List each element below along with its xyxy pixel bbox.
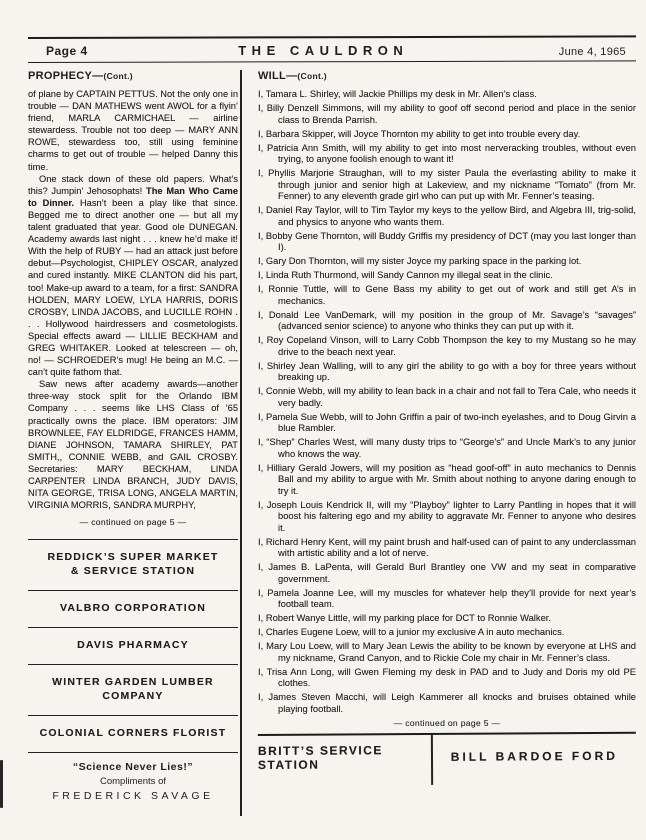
advertisement-frederick-savage (28, 752, 238, 812)
prophecy-heading (28, 70, 238, 82)
will-item: I, Pamela Sue Webb, will to John Griffin a pair of two-inch eyelashes, and to Doug Girvin a blue Rambler. (258, 410, 636, 433)
advertisement-britts-service-station: BRITT’S SERVICE STATION (257, 743, 383, 772)
ad-line: DAVIS PHARMACY (77, 639, 189, 652)
prophecy-heading-cont: (Cont.) (103, 71, 133, 81)
ad-line: VALBRO CORPORATION (59, 602, 207, 615)
will-item: I, Hilliary Gerald Jowers, will my position as “head goof-off” in auto mechanics to Dennis Ball and my ability to argue with Mr. Smith about nothing to anyone daring enough to try it. (258, 461, 636, 496)
will-item: I, Daniel Ray Taylor, will to Tim Taylor my keys to the yellow Bird, and Algebra III, trig-solid, and physics to anyone who wants them. (258, 204, 636, 227)
advertisement (28, 539, 238, 590)
will-item: I, Phyllis Marjorie Straughan, will to my sister Paula the everlasting ability to make it through junior and senior high at Lakeview, and my nickname “Tomato” (from Mr. Fenner) to any eleventh grade girl who can put up with Mr. Fenner’s teasing. (258, 167, 636, 201)
page-header (28, 39, 636, 62)
will-heading (258, 70, 636, 82)
will-items (258, 88, 636, 714)
ad-line: WINTER GARDEN LUMBER (52, 676, 214, 689)
content-columns (28, 70, 636, 818)
will-item: I, Linda Ruth Thurmond, will Sandy Cannon my illegal seat in the clinic. (258, 269, 553, 280)
page-number: Page 4 (46, 44, 88, 58)
will-item: I, Mary Lou Loew, will to Mary Jean Lewis the ability to be known by everyone at LHS and my nickname, Grand Canyon, and to Rickie Cole my chair in Mr. Fenner’s class. (258, 640, 636, 663)
prophecy-paragraph (28, 378, 238, 511)
issue-date: June 4, 1965 (558, 46, 626, 58)
left-ads (28, 539, 238, 752)
advertisement-bill-bardoe-ford: BILL BARDOE FORD (450, 748, 618, 764)
prophecy-text-run: The Man Who Came to Dinner. (28, 185, 238, 208)
will-item: I, James Steven Macchi, will Leigh Kammerer all knocks and bruises obtained while playing football. (258, 691, 636, 714)
ad-line: COMPANY (102, 690, 164, 703)
will-column (258, 70, 636, 818)
prophecy-paragraphs (28, 88, 238, 511)
advertisement (28, 664, 238, 715)
will-continued-note: — continued on page 5 — (393, 718, 501, 728)
will-item: I, Charles Eugene Loew, will to a junior my exclusive A in auto mechanics. (258, 626, 565, 637)
advertisement (28, 627, 238, 664)
will-item: I, “Shep” Charles West, will many dusty trips to “George’s” and Uncle Mark’s to any junior who knows the way. (258, 436, 636, 459)
prophecy-text-run: One stack down of these old papers. What’s this? Jumpin’ Jehosophats! (28, 173, 238, 196)
ad-compliments-label: Compliments of (100, 776, 166, 788)
will-item: I, Donald Lee VanDemark, will my position in the group of Mr. Savage’s “savages” (advanced senior science) to anyone who thinks they can put up with it. (258, 308, 636, 331)
bottom-ads (258, 732, 636, 786)
will-item: I, Joseph Louis Kendrick II, will my “Playboy” lighter to Larry Pantling in hopes that it will boost his faltering ego and my ability to aggravate Mr. Fenner to anyone who desires it. (258, 498, 636, 533)
will-item: I, Bobby Gene Thornton, will Buddy Griffis my presidency of DCT (may you last longer than I). (258, 229, 636, 252)
will-item: I, Patricia Ann Smith, will my ability to get into most nerveracking troubles, without even trying, to anyone foolish enough to want it! (258, 141, 636, 164)
ad-slogan: “Science Never Lies!” (72, 761, 194, 774)
ad-line: REDDICK’S SUPER MARKET (47, 551, 219, 564)
ad-line: COLONIAL CORNERS FLORIST (39, 727, 227, 740)
scan-artifact (0, 760, 3, 808)
prophecy-heading-main: PROPHECY— (28, 70, 104, 82)
will-item: I, Richard Henry Kent, will my paint brush and half-used can of paint to any underclassman with artistic ability and a lot of nerve. (258, 535, 636, 558)
will-item: I, Ronnie Tuttle, will to Gene Bass my ability to get out of work and still get A’s in mechanics. (258, 283, 636, 306)
prophecy-paragraph (28, 173, 238, 379)
prophecy-text-run: Hasn’t been a play like that since. Begged me to direct another one — but all my talent graduated that year. Good ole DUNEGAN. Academy awards last night . . . knew he’d make it! With the help of RUBY — had an attack just before debut—Psychologist, CHIPLEY OSCAR, analyzed and cured instantly. MIKE CLANTON did his part, too! Make-up award to a team, for a first: SANDRA HOLDEN, MARY LOEW, LYLA HARRIS, DORIS CROSBY, LINDA JACOBS, and LUCILLE ROHN . . . Hollywood hairdressers and cosmetologists. Special effects award — LILLIE BECKHAM and GREG WHITAKER. Looked at telescreen — oh, no! — SCHROEDER’s mug! He being an M.C. —can’t quite fathom that. (28, 197, 238, 378)
prophecy-text-run: of plane by CAPTAIN PETTUS. Not the only one in trouble — DAN MATHEWS went AWOL for a flyin’ friend, MARLA CARMICHAEL — airline stewardess. Trouble not too deep — MARY ANN ROWE, stewardess too, still using feminine charms to get out of trouble — helped Danny this time. (28, 89, 238, 172)
newspaper-title: THE CAULDRON (238, 43, 409, 58)
prophecy-paragraph (28, 88, 238, 173)
ad-line: & SERVICE STATION (70, 565, 196, 578)
will-item: I, Connie Webb, will my ability to lean back in a chair and not fall to Tera Cale, who needs it very badly. (258, 385, 636, 408)
will-item: I, Roy Copeland Vinson, will to Larry Cobb Thompson the key to my Mustang so he may drive to the beach next year. (258, 334, 636, 357)
will-item: I, Robert Wanye Little, will my parking place for DCT to Ronnie Walker. (258, 612, 551, 623)
ad-sponsor-name: FREDERICK SAVAGE (52, 790, 214, 803)
column-divider (240, 70, 242, 816)
will-item: I, Barbara Skipper, will Joyce Thornton my ability to get into trouble every day. (258, 127, 581, 139)
advertisement (28, 715, 238, 752)
will-item: I, James B. LaPenta, will Gerald Burl Brantley one VW and my seat in comparative government. (258, 561, 636, 584)
advertisement (28, 590, 238, 627)
prophecy-column (28, 70, 238, 818)
prophecy-continued-note: — continued on page 5 — (79, 517, 187, 528)
will-item: I, Gary Don Thornton, will my sister Joyce my parking space in the parking lot. (258, 255, 582, 266)
prophecy-text-run: Saw news after academy awards—another three-way stock split for the Orlando IBM Company . . . seems like LHS Class of ’65 practically owns the place. IBM operators: JIM BROWNLEE, FAY ELDRIDGE, FRANCES HAMM, DIANE JOHNSON, TAMARA SHIRLEY, PAT SMITH,, CONNIE WEBB, and GAIL CROSBY. Secretaries: MARY BECKHAM, LINDA CARPENTER LINDA BRANCH, JUDY DAVIS, NITA GEORGE, TRISA LONG, ANGELA MARTIN, VIRGINIA MORRIS, SANDRA MURPHY, (28, 379, 238, 511)
will-heading-main: WILL— (258, 70, 298, 82)
will-item: I, Pamela Joanne Lee, will my muscles for whatever help they’ll provide for next year’s football team. (258, 586, 636, 609)
will-item: I, Tamara L. Shirley, will Jackie Phillips my desk in Mr. Allen’s class. (258, 88, 537, 99)
will-item: I, Shirley Jean Walling, will to any girl the ability to go with a boy for three years without breaking up. (258, 359, 636, 382)
will-item: I, Billy Denzell Simmons, will my ability to goof off second period and place in the senior class to Brenda Parrish. (258, 102, 636, 125)
will-item: I, Trisa Ann Long, will Gwen Fleming my desk in PAD and to Judy and Doris my old PE clothes. (258, 665, 636, 688)
will-heading-cont: (Cont.) (297, 71, 327, 81)
